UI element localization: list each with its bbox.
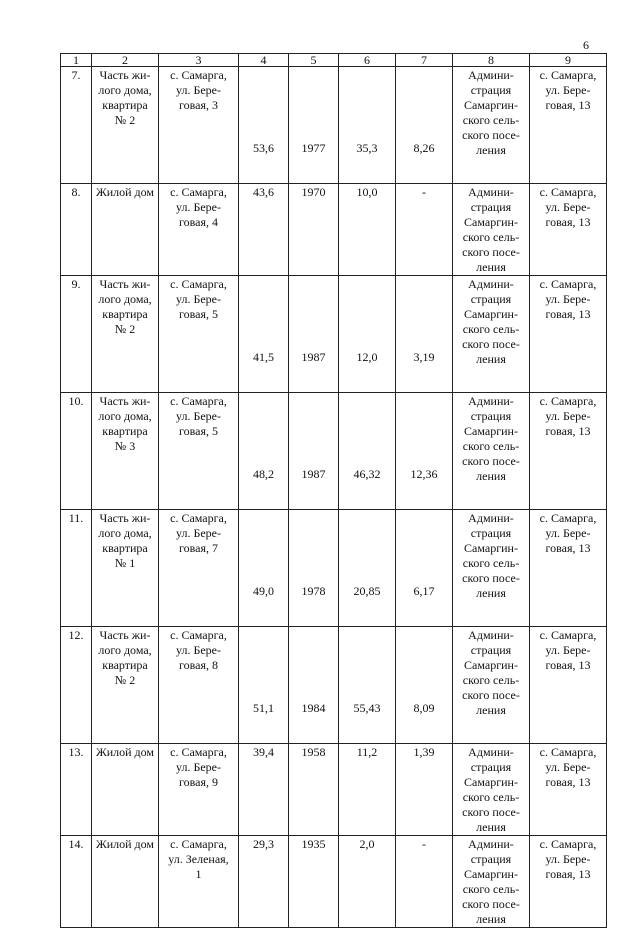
address-cell: с. Самарга, ул. Бере- говая, 8 (159, 627, 239, 744)
table-row (61, 393, 607, 510)
column-7-cell: 1,39 (396, 744, 453, 836)
object-type-cell: Часть жи- лого дома, квартира № 1 (92, 510, 159, 627)
object-type-cell: Часть жи- лого дома, квартира № 3 (92, 393, 159, 510)
column-7-cell: 8,26 (396, 67, 453, 184)
area-cell: 39,4 (239, 744, 289, 836)
column-6-cell: 12,0 (339, 276, 396, 393)
owner-cell: Админи- страция Самаргин- ского сель- ского посе- ления (453, 67, 530, 184)
object-type-cell: Жилой дом (92, 836, 159, 928)
column-6-cell: 35,3 (339, 67, 396, 184)
year-cell: 1987 (289, 393, 339, 510)
column-6-cell: 10,0 (339, 184, 396, 276)
header-row (61, 54, 607, 67)
column-6-cell: 11,2 (339, 744, 396, 836)
header-cell: 8 (453, 54, 530, 67)
column-6-cell: 46,32 (339, 393, 396, 510)
object-type-cell: Жилой дом (92, 744, 159, 836)
year-cell: 1935 (289, 836, 339, 928)
owner-cell: Админи- страция Самаргин- ского сель- ского посе- ления (453, 627, 530, 744)
header-cell: 4 (239, 54, 289, 67)
header-cell: 3 (159, 54, 239, 67)
page-number: 6 (583, 38, 589, 52)
column-7-cell: 12,36 (396, 393, 453, 510)
owner-cell: Админи- страция Самаргин- ского сель- ского посе- ления (453, 393, 530, 510)
owner-address-cell: с. Самарга, ул. Бере- говая, 13 (530, 276, 607, 393)
address-cell: с. Самарга, ул. Бере- говая, 4 (159, 184, 239, 276)
column-6-cell: 55,43 (339, 627, 396, 744)
row-number-cell: 9. (61, 276, 92, 393)
header-cell: 2 (92, 54, 159, 67)
table-row (61, 744, 607, 836)
table-row (61, 836, 607, 928)
table-row (61, 184, 607, 276)
area-cell: 41,5 (239, 276, 289, 393)
owner-cell: Админи- страция Самаргин- ского сель- ского посе- ления (453, 510, 530, 627)
object-type-cell: Жилой дом (92, 184, 159, 276)
row-number-cell: 7. (61, 67, 92, 184)
year-cell: 1977 (289, 67, 339, 184)
address-cell: с. Самарга, ул. Бере- говая, 5 (159, 393, 239, 510)
address-cell: с. Самарга, ул. Бере- говая, 5 (159, 276, 239, 393)
area-cell: 51,1 (239, 627, 289, 744)
row-number-cell: 12. (61, 627, 92, 744)
object-type-cell: Часть жи- лого дома, квартира № 2 (92, 67, 159, 184)
column-7-cell: 6,17 (396, 510, 453, 627)
row-number-cell: 14. (61, 836, 92, 928)
table-row (61, 276, 607, 393)
year-cell: 1958 (289, 744, 339, 836)
owner-cell: Админи- страция Самаргин- ского сель- ского посе- ления (453, 836, 530, 928)
column-6-cell: 2,0 (339, 836, 396, 928)
header-cell: 6 (339, 54, 396, 67)
table-row (61, 67, 607, 184)
address-cell: с. Самарга, ул. Бере- говая, 7 (159, 510, 239, 627)
table-row (61, 627, 607, 744)
owner-address-cell: с. Самарга, ул. Бере- говая, 13 (530, 67, 607, 184)
address-cell: с. Самарга, ул. Зеленая, 1 (159, 836, 239, 928)
owner-address-cell: с. Самарга, ул. Бере- говая, 13 (530, 184, 607, 276)
year-cell: 1987 (289, 276, 339, 393)
header-cell: 5 (289, 54, 339, 67)
column-7-cell: 3,19 (396, 276, 453, 393)
owner-address-cell: с. Самарга, ул. Бере- говая, 13 (530, 744, 607, 836)
owner-address-cell: с. Самарга, ул. Бере- говая, 13 (530, 836, 607, 928)
row-number-cell: 8. (61, 184, 92, 276)
row-number-cell: 11. (61, 510, 92, 627)
property-registry-table (60, 53, 607, 928)
owner-cell: Админи- страция Самаргин- ского сель- ского посе- ления (453, 276, 530, 393)
table-row (61, 510, 607, 627)
year-cell: 1970 (289, 184, 339, 276)
area-cell: 43,6 (239, 184, 289, 276)
owner-cell: Админи- страция Самаргин- ского сель- ского посе- ления (453, 744, 530, 836)
year-cell: 1984 (289, 627, 339, 744)
row-number-cell: 10. (61, 393, 92, 510)
year-cell: 1978 (289, 510, 339, 627)
header-cell: 1 (61, 54, 92, 67)
area-cell: 53,6 (239, 67, 289, 184)
column-6-cell: 20,85 (339, 510, 396, 627)
header-cell: 9 (530, 54, 607, 67)
owner-address-cell: с. Самарга, ул. Бере- говая, 13 (530, 393, 607, 510)
address-cell: с. Самарга, ул. Бере- говая, 3 (159, 67, 239, 184)
area-cell: 49,0 (239, 510, 289, 627)
column-7-cell: 8,09 (396, 627, 453, 744)
object-type-cell: Часть жи- лого дома, квартира № 2 (92, 276, 159, 393)
row-number-cell: 13. (61, 744, 92, 836)
address-cell: с. Самарга, ул. Бере- говая, 9 (159, 744, 239, 836)
column-7-cell: - (396, 836, 453, 928)
object-type-cell: Часть жи- лого дома, квартира № 2 (92, 627, 159, 744)
header-cell: 7 (396, 54, 453, 67)
area-cell: 48,2 (239, 393, 289, 510)
owner-cell: Админи- страция Самаргин- ского сель- ского посе- ления (453, 184, 530, 276)
owner-address-cell: с. Самарга, ул. Бере- говая, 13 (530, 510, 607, 627)
owner-address-cell: с. Самарга, ул. Бере- говая, 13 (530, 627, 607, 744)
column-7-cell: - (396, 184, 453, 276)
area-cell: 29,3 (239, 836, 289, 928)
